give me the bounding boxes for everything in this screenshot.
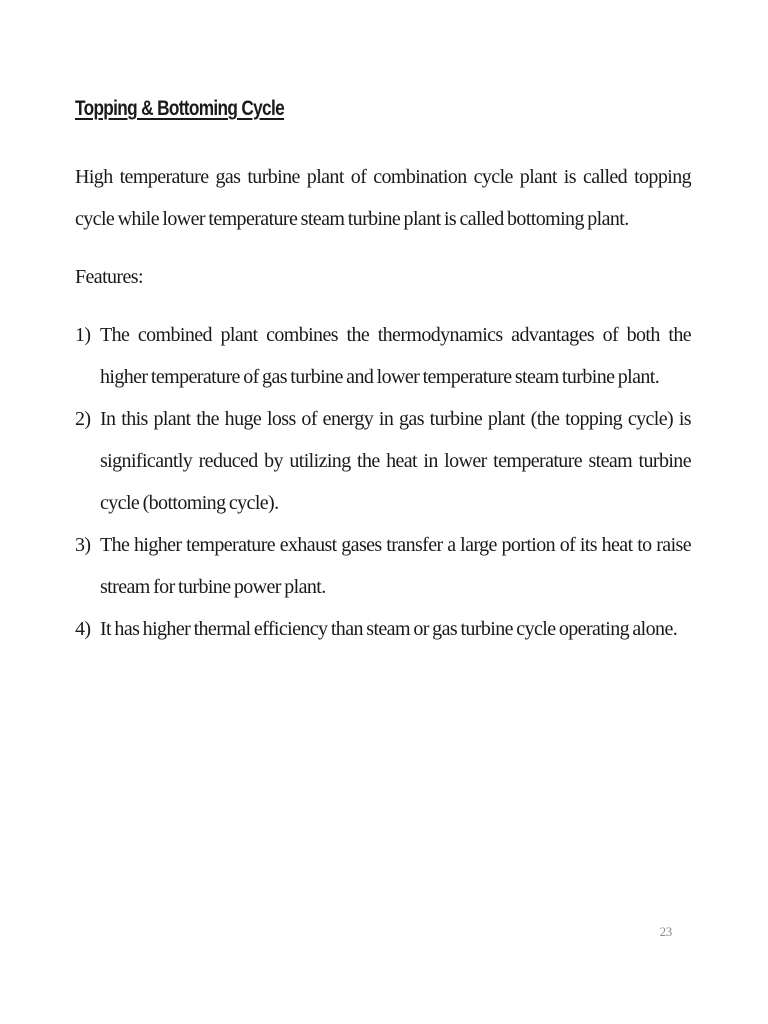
feature-item	[75, 398, 691, 524]
feature-number: 2)	[75, 408, 91, 430]
feature-list	[75, 314, 691, 650]
feature-number: 1)	[75, 324, 91, 346]
feature-number: 4)	[75, 618, 91, 640]
feature-item	[75, 608, 691, 650]
feature-text: In this plant the huge loss of energy in gas turbine plant (the topping cycle) is significantly reduced by utilizing the heat in lower temperature steam turbine cycle (bottoming cycle).	[100, 408, 691, 514]
feature-item	[75, 314, 691, 398]
feature-item	[75, 524, 691, 608]
feature-text: The higher temperature exhaust gases transfer a large portion of its heat to raise stream for turbine power plant.	[100, 534, 691, 598]
features-label: Features:	[75, 266, 143, 288]
feature-text: The combined plant combines the thermodynamics advantages of both the higher temperature of gas turbine and lower temperature steam turbine plant.	[100, 324, 691, 388]
feature-number: 3)	[75, 534, 91, 556]
feature-text: It has higher thermal efficiency than steam or gas turbine cycle operating alone.	[100, 618, 678, 640]
section-heading: Topping & Bottoming Cycle	[75, 97, 285, 120]
intro-paragraph: High temperature gas turbine plant of combination cycle plant is called topping cycle while lower temperature steam turbine plant is called bottoming plant.	[75, 166, 691, 230]
page-number: 23	[659, 924, 672, 939]
